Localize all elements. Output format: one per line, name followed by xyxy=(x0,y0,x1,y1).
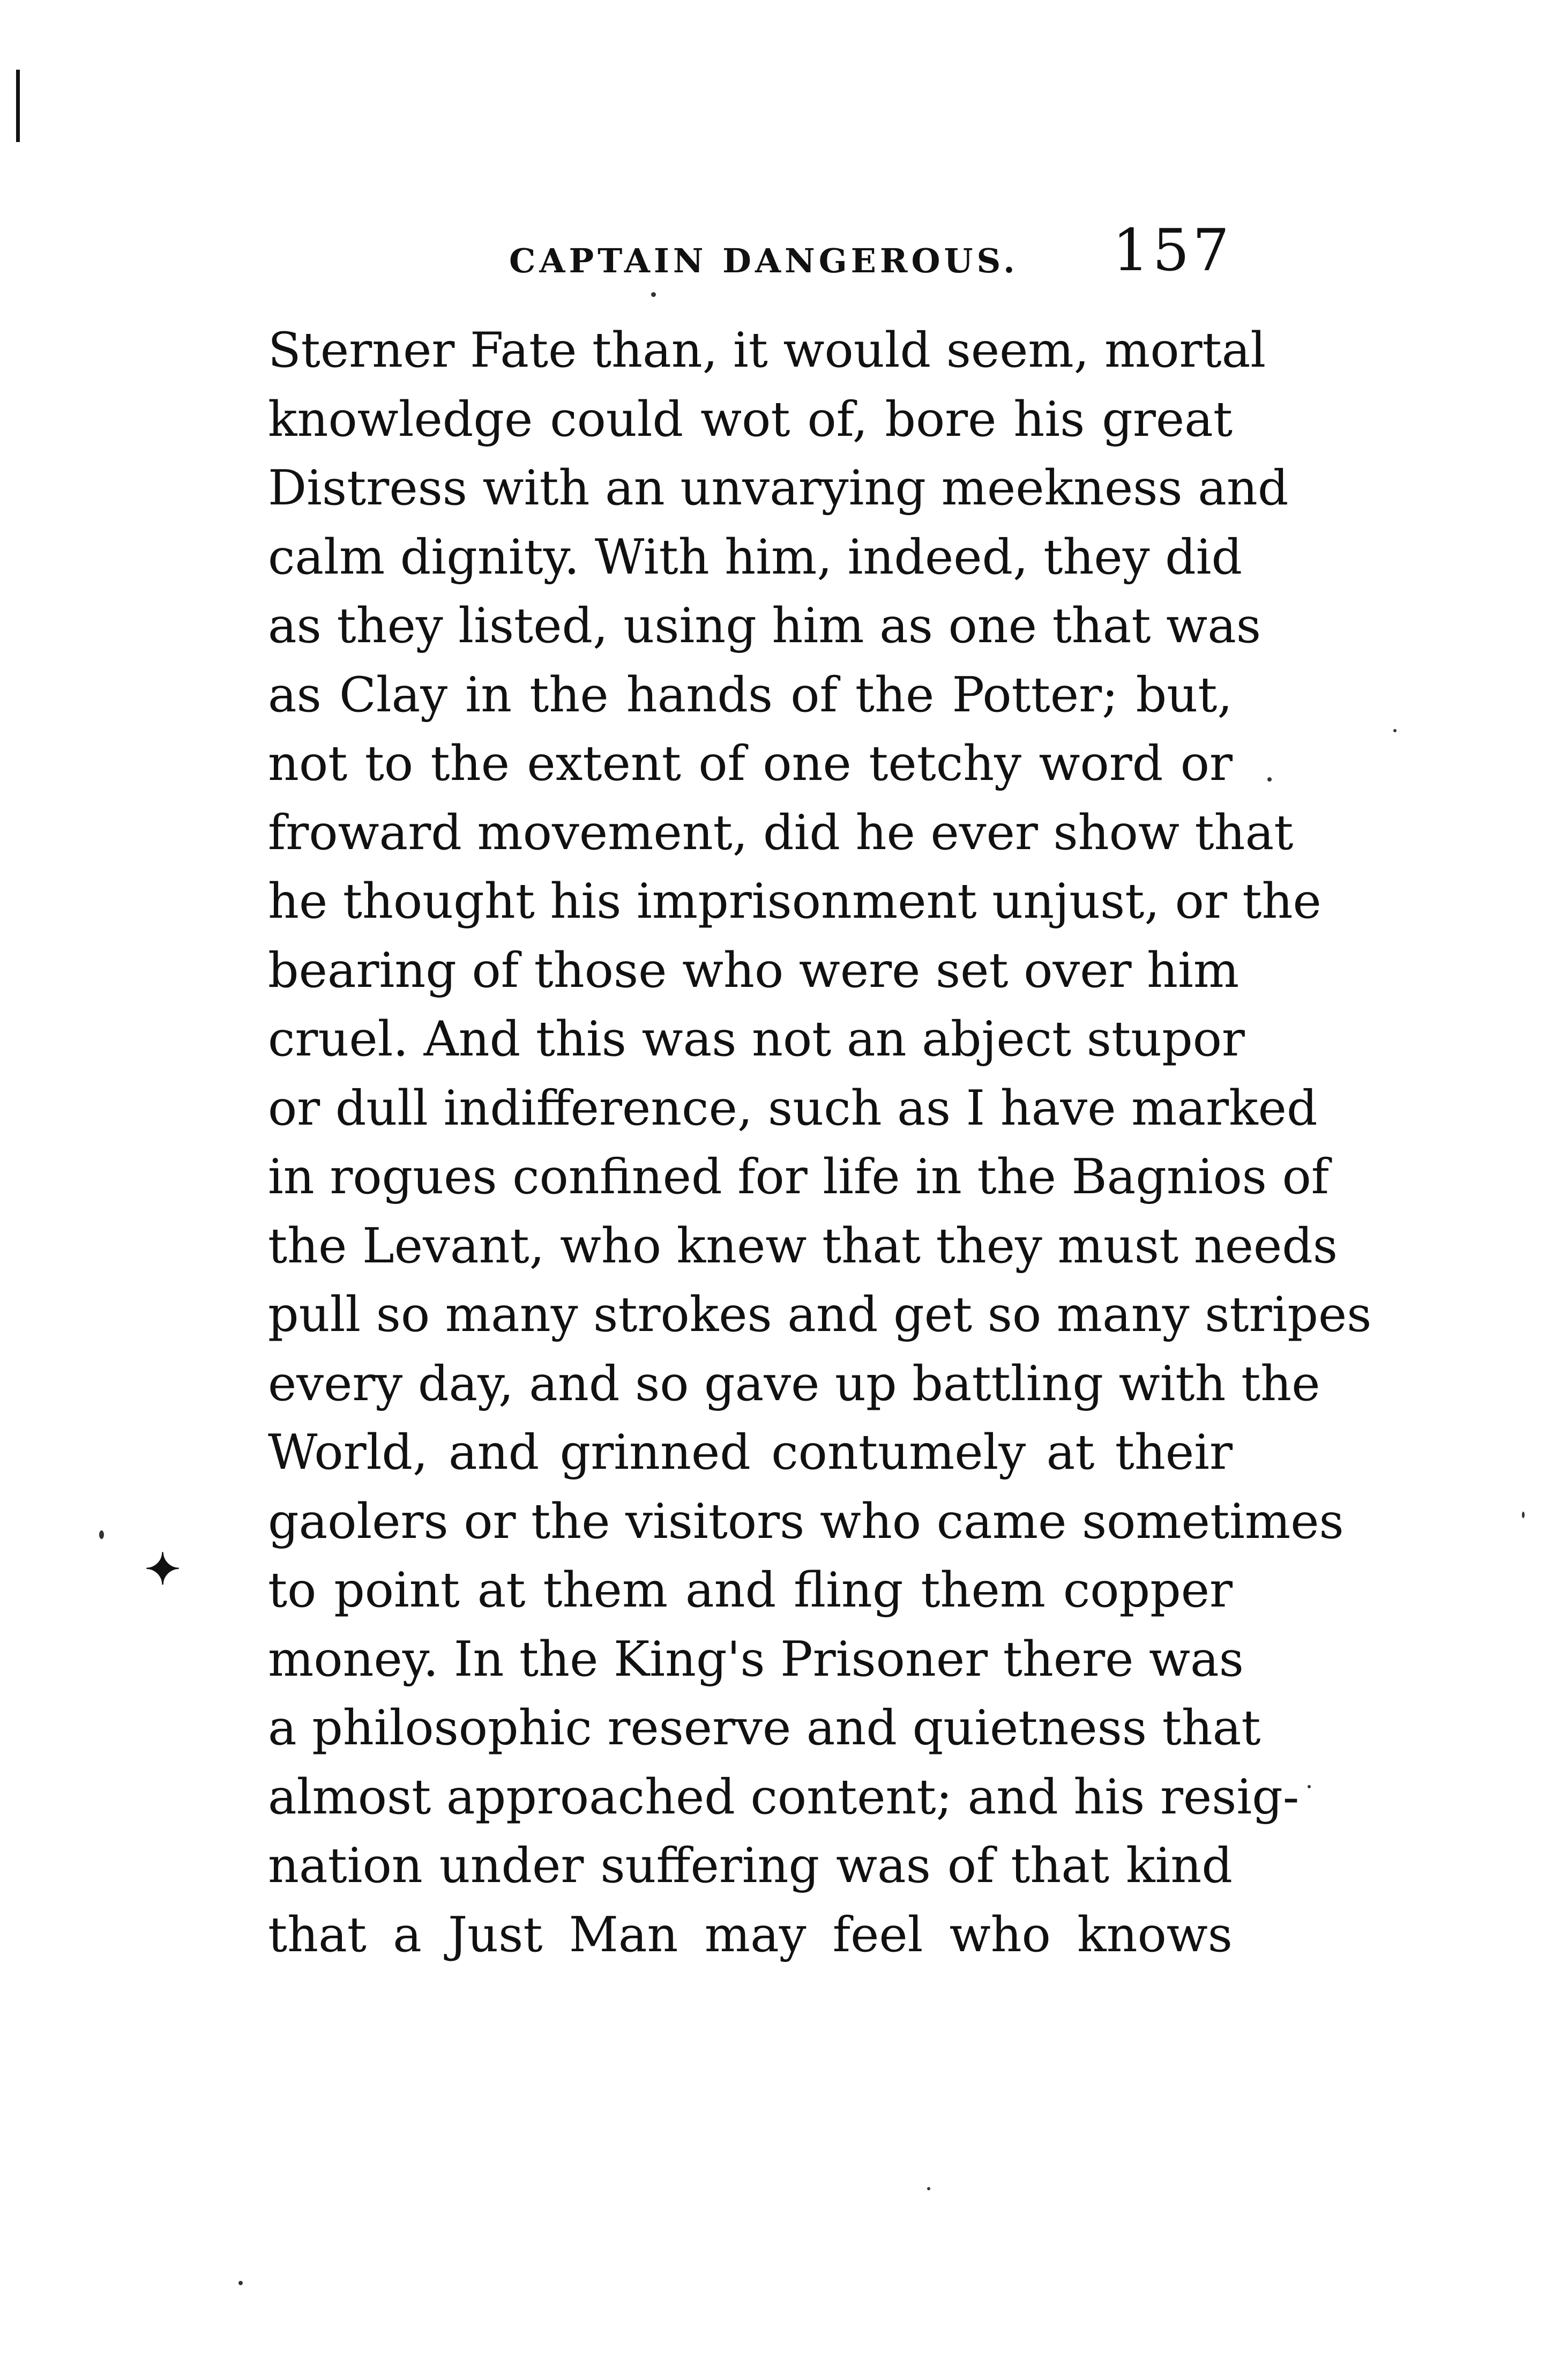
dust-speck xyxy=(1267,777,1272,782)
text-line: almost approached content; and his resig- xyxy=(268,1768,1300,1825)
text-line: froward movement, did he ever show that xyxy=(268,804,1294,861)
dust-speck xyxy=(1522,1512,1525,1518)
text-line: calm dignity. With him, indeed, they did xyxy=(268,529,1243,585)
text-line: every day, and so gave up battling with the xyxy=(268,1355,1320,1412)
text-line: Sterner Fate than, it would seem, mortal xyxy=(268,322,1266,378)
text-line: Distress with an unvarying meekness and xyxy=(268,460,1289,516)
text-line: not to the extent of one tetchy word or xyxy=(268,735,1233,792)
text-line: that a Just Man may feel who knows xyxy=(268,1906,1233,1963)
text-line: the Levant, who knew that they must needs xyxy=(268,1217,1338,1274)
text-line: nation under suffering was of that kind xyxy=(268,1838,1233,1894)
text-line: World, and grinned contumely at their xyxy=(268,1424,1233,1481)
body-text xyxy=(268,316,1372,1969)
text-line: as Clay in the hands of the Potter; but, xyxy=(268,666,1233,723)
dust-speck xyxy=(927,2187,930,2190)
dust-speck xyxy=(99,1530,104,1539)
text-line: to point at them and fling them copper xyxy=(268,1562,1233,1618)
dust-speck xyxy=(238,2281,243,2285)
text-line: gaolers or the visitors who came sometimes xyxy=(268,1493,1344,1550)
text-line: or dull indifference, such as I have marked xyxy=(268,1080,1318,1136)
text-line: as they listed, using him as one that was xyxy=(268,598,1261,654)
dust-speck xyxy=(651,292,656,297)
dust-speck xyxy=(1393,729,1397,732)
text-line: pull so many strokes and get so many stripes xyxy=(268,1287,1372,1343)
running-head xyxy=(268,209,1233,295)
page-number: 157 xyxy=(1112,217,1233,284)
scan-edge-mark xyxy=(16,70,20,142)
text-line: cruel. And this was not an abject stupor xyxy=(268,1011,1245,1067)
text-line: in rogues confined for life in the Bagnios of xyxy=(268,1149,1330,1205)
text-line: a philosophic reserve and quietness that xyxy=(268,1700,1261,1756)
text-line: money. In the King's Prisoner there was xyxy=(268,1631,1244,1687)
dust-speck xyxy=(1308,1785,1311,1788)
text-line: knowledge could wot of, bore his great xyxy=(268,391,1233,448)
margin-ornament: ✦ xyxy=(145,1544,181,1594)
text-line: bearing of those who were set over him xyxy=(268,942,1240,999)
running-title: CAPTAIN DANGEROUS. xyxy=(509,241,1019,280)
text-line: he thought his imprisonment unjust, or the xyxy=(268,873,1321,930)
